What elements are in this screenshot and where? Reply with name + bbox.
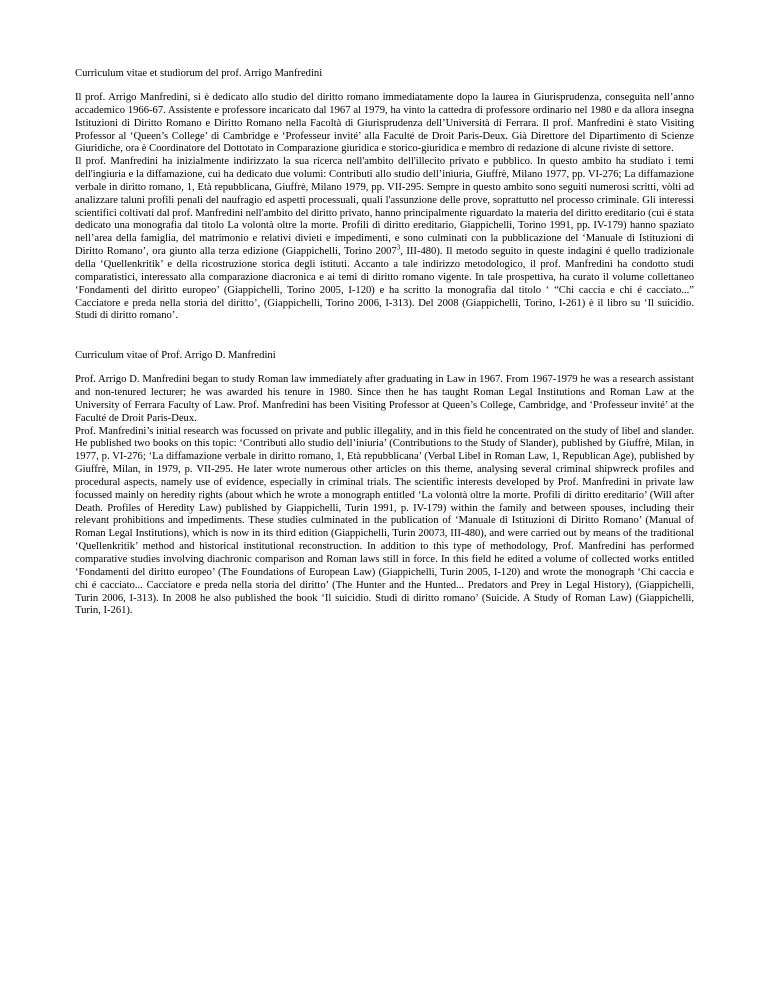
english-paragraph-1: Prof. Arrigo D. Manfredini began to study Roman law immediately after graduating in Law in 1967. From 1967-1979 he was a research assistant and non-tenured lecturer; he was awarded his tenure in 1980. Since then he has taught Roman Legal Institutions and Roman Law at the University of Ferrara Faculty of Law. Prof. Manfredini has been Visiting Professor at Queen’s College, Cambridge, and ‘Professeur invité’ at the Faculté de Droit Paris-Deux. [75,374,694,424]
italian-paragraph-2-part-b: , III-480). Il metodo seguito in queste indagini é quello tradizionale della ‘Quellenkritik’ e della ricostruzione storica degli istituti. Accanto a tale indirizzo metodologico, il prof. Manfredini ha condotto studi comparatistici, interessato alla comparazione diacronica e ai temi di diritto romano vigente. In tale prospettiva, ha curato il volume collettaneo ‘Fondamenti del diritto europeo’ (Giappichelli, Torino 2005, I-120) e ha scritto la monografia dal titolo ‘ “Chi caccia e chi é cacciato...” Cacciatore e preda nella storia del diritto’, (Giappichelli, Torino 2006, I-313). Del 2008 (Giappichelli, Torino, I-261) è il libro su ‘Il suicidio. Studi di diritto romano’. [75,246,694,322]
english-paragraph-2: Prof. Manfredini’s initial research was focussed on private and public illegality, and in this field he concentrated on the study of libel and slander. He published two books on this topic: ‘Contributi allo studio dell’iniuria’ (Contributions to the Study of Slander), published by Giuffrè, Milan, in 1977, p. VI-276; ‘La diffamazione verbale in diritto romano, 1, Età repubblicana’ (Verbal Libel in Roman Law, 1, Republican Age), published by Giuffrè, Milan, in 1979, p. VII-295. He later wrote numerous other articles on this theme, analysing several criminal shipwreck profiles and procedural aspects, namely use of evidence, especially in criminal trials. The scientific interests developed by Prof. Manfredini in private law focussed mainly on heredity rights (about which he wrote a monograph entitled ‘La volontà oltre la morte. Profili di diritto ereditario’ (Will after Death. Profiles of Heredity Law) published by Giappichelli, Turin 1991, p. IV-179) within the family and between spouses, including their relevant prohibitions and impediments. These studies culminated in the publication of ‘Manuale di Istituzioni di Diritto Romano’ (Manual of Roman Legal Institutions), which is now in its third edition (Giappichelli, Turin 20073, III-480), and were carried out by means of the traditional ‘Quellenkritik’ method and historical institutional reconstruction. In addition to this type of methodology, Prof. Manfredini has performed comparative studies involving diachronic comparison and Roman laws still in force. In this field he edited a volume of collected works entitled ‘Fondamenti del diritto europeo’ (The Foundations of European Law) (Giappichelli, Turin 2005, I-120) and wrote the monograph ‘Chi caccia e chi é cacciato... Cacciatore e preda nella storia del diritto’ (The Hunter and the Hunted... Predators and Prey in Legal History), (Giappichelli, Turin 2006, I-313). In 2008 he also published the book ‘Il suicidio. Studi di diritto romano’ (Suicide. A Study of Roman Law) (Giappichelli, Turin, I-261). [75,425,694,617]
edition-superscript: 3 [396,243,401,252]
italian-paragraph-2 [75,156,694,323]
english-cv-heading: Curriculum vitae of Prof. Arrigo D. Manfredini [75,350,276,362]
italian-paragraph-2-part-a: Il prof. Manfredini ha inizialmente indirizzato la sua ricerca nell'ambito dell'illecito privato e pubblico. In questo ambito ha studiato i temi dell'ingiuria e la diffamazione, cui ha dedicato due volumi: Contributi allo studio dell’iniuria, Giuffrè, Milano 1977, pp. VI-276; La diffamazione verbale in diritto romano, 1, Età repubblicana, Giuffrè, Milano 1979, pp. VII-295. Sempre in questo ambito sono seguiti numerosi scritti, vòlti ad analizzare taluni profili penali del naufragio ed aspetti processuali, quali l'assunzione delle prove, soprattutto nel processo criminale. Gli interessi scientifici coltivati dal prof. Manfredini nell'ambito del diritto privato, hanno principalmente riguardato la materia del diritto ereditario (cui é stata dedicato una monografia dal titolo La volontà oltre la morte. Profili di diritto ereditario, Giappichelli, Torino 1991, pp. IV-179) hanno spaziato nell’area della famiglia, del matrimonio e relativi divieti e impedimenti, e sono culminati con la pubblicazione del ‘Manuale di Istituzioni di Diritto Romano’, ora giunto alla terza edizione (Giappichelli, Torino 2007 [75,156,694,258]
document-page [75,67,694,618]
italian-cv-heading: Curriculum vitae et studiorum del prof. Arrigo Manfredini [75,68,323,79]
italian-paragraph-1: Il prof. Arrigo Manfredini, si è dedicato allo studio del diritto romano immediatamente dopo la laurea in Giurisprudenza, conseguita nell’anno accademico 1966-67. Assistente e professore incaricato dal 1967 al 1979, ha vinto la cattedra di professore ordinario nel 1980 e da allora insegna Istituzioni di Diritto Romano e Diritto Romano nella Facoltà di Giurisprudenza dell’Università di Ferrara. Il prof. Manfredini è stato Visiting Professor al ‘Queen’s College’ di Cambridge e ‘Professeur invité’ alla Faculté de Droit Paris-Deux. Già Direttore del Dipartimento di Scienze Giuridiche, ora è Coordinatore del Dottotato in Comparazione giuridica e storico-giuridica e membro di redazione di alcune riviste di settore. [75,92,694,155]
